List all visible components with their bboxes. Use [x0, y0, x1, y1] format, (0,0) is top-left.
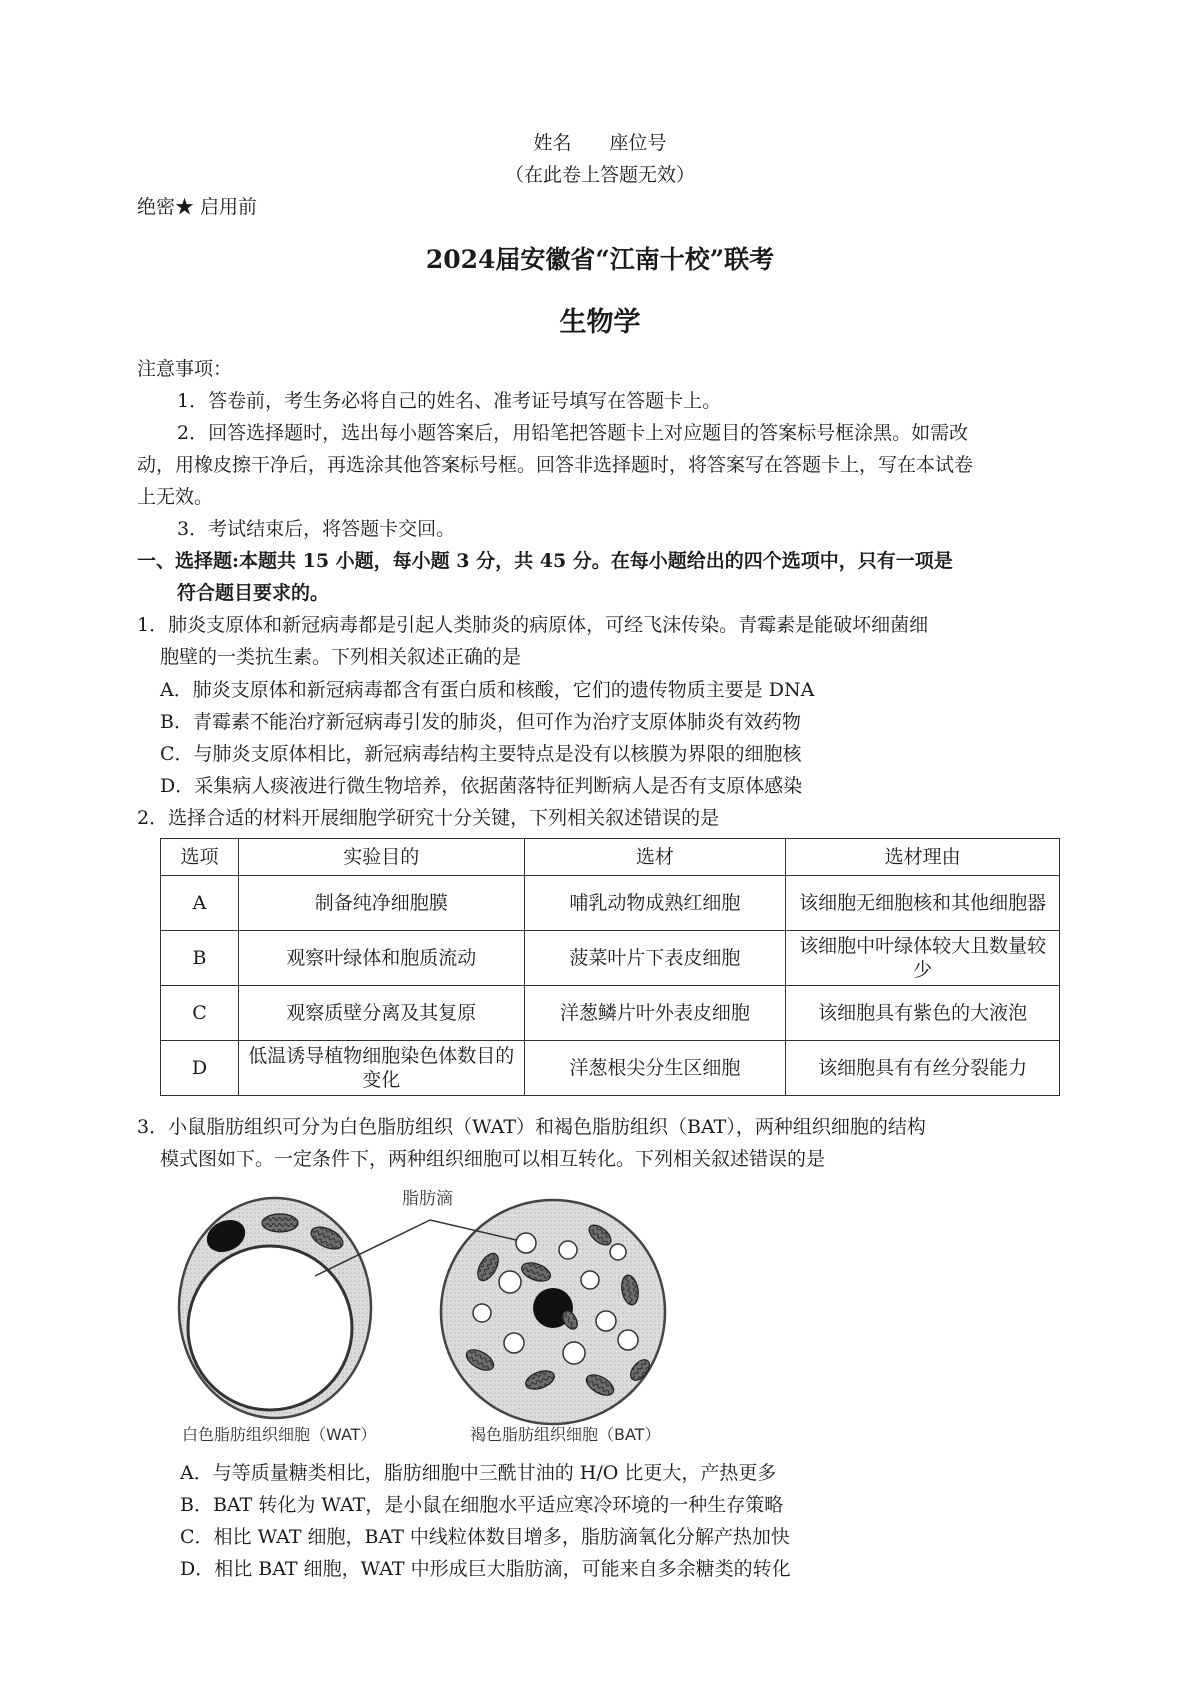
table-row — [161, 876, 1060, 931]
exam-title: 2024届安徽省“江南十校”联考 — [425, 245, 775, 274]
table-row — [161, 986, 1060, 1041]
table-cell: 哺乳动物成熟红细胞 — [524, 876, 786, 931]
q1-option-a: A．肺炎支原体和新冠病毒都含有蛋白质和核酸，它们的遗传物质主要是 DNA — [160, 679, 815, 701]
notice-heading: 注意事项： — [137, 358, 233, 380]
q1-option-c: C．与肺炎支原体相比，新冠病毒结构主要特点是没有以核膜为界限的细胞核 — [160, 743, 802, 765]
q3-option-a: A．与等质量糖类相比，脂肪细胞中三酰甘油的 H/O 比更大，产热更多 — [180, 1462, 777, 1484]
table-cell: B — [161, 931, 239, 986]
q2-table — [160, 838, 1060, 1096]
exam-subject: 生物学 — [559, 307, 641, 338]
name-seat-line: 姓名 座位号 — [533, 132, 667, 154]
table-cell: 该细胞具有有丝分裂能力 — [786, 1041, 1060, 1096]
notice-item-3: 3．考试结束后，将答题卡交回。 — [177, 518, 456, 540]
notice-item-1: 1．答卷前，考生务必将自己的姓名、准考证号填写在答题卡上。 — [177, 390, 722, 412]
table-cell: A — [161, 876, 239, 931]
fat-cell-figure — [170, 1180, 730, 1450]
table-cell: D — [161, 1041, 239, 1096]
table-cell: 低温诱导植物细胞染色体数目的变化 — [238, 1041, 524, 1096]
table-cell: C — [161, 986, 239, 1041]
section-1-heading-line-1: 一、选择题:本题共 15 小题，每小题 3 分，共 45 分。在每小题给出的四个选项中，只有一项是 — [137, 550, 953, 572]
q1-option-d: D．采集病人痰液进行微生物培养，依据菌落特征判断病人是否有支原体感染 — [160, 775, 803, 797]
table-cell: 观察质壁分离及其复原 — [238, 986, 524, 1041]
table-row — [161, 931, 1060, 986]
notice-item-2-line-2: 动，用橡皮擦干净后，再选涂其他答案标号框。回答非选择题时，将答案写在答题卡上，写在本试卷 — [137, 454, 974, 476]
bat-caption: 褐色脂肪组织细胞（BAT） — [470, 1425, 661, 1444]
table-header-cell: 选材 — [524, 839, 786, 876]
wat-cell — [179, 1198, 371, 1418]
table-cell: 该细胞中叶绿体较大且数量较少 — [786, 931, 1060, 986]
table-cell: 洋葱根尖分生区细胞 — [524, 1041, 786, 1096]
q3-stem-line-1: 3．小鼠脂肪组织可分为白色脂肪组织（WAT）和褐色脂肪组织（BAT），两种组织细胞的结构 — [137, 1116, 926, 1138]
q3-stem-line-2: 模式图如下。一定条件下，两种组织细胞可以相互转化。下列相关叙述错误的是 — [160, 1148, 826, 1170]
table-cell: 该细胞无细胞核和其他细胞器 — [786, 876, 1060, 931]
secret-mark: 绝密★ 启用前 — [137, 196, 258, 218]
table-header-cell: 实验目的 — [238, 839, 524, 876]
notice-item-2-line-1: 2．回答选择题时，选出每小题答案后，用铅笔把答题卡上对应题目的答案标号框涂黑。如需改 — [177, 422, 969, 444]
table-cell: 制备纯净细胞膜 — [238, 876, 524, 931]
wat-caption: 白色脂肪组织细胞（WAT） — [182, 1425, 377, 1444]
notice-item-2-line-3: 上无效。 — [137, 486, 214, 508]
q2-stem: 2．选择合适的材料开展细胞学研究十分关键，下列相关叙述错误的是 — [137, 807, 720, 829]
q1-stem-line-2: 胞壁的一类抗生素。下列相关叙述正确的是 — [160, 646, 522, 668]
table-cell: 菠菜叶片下表皮细胞 — [524, 931, 786, 986]
bat-cell — [441, 1200, 665, 1424]
table-header-row — [161, 839, 1060, 876]
table-cell: 该细胞具有紫色的大液泡 — [786, 986, 1060, 1041]
q3-option-c: C．相比 WAT 细胞，BAT 中线粒体数目增多，脂肪滴氧化分解产热加快 — [180, 1526, 790, 1548]
invalid-note: （在此卷上答题无效） — [504, 164, 695, 186]
q3-option-d: D．相比 BAT 细胞，WAT 中形成巨大脂肪滴，可能来自多余糖类的转化 — [180, 1558, 791, 1580]
q1-option-b: B．青霉素不能治疗新冠病毒引发的肺炎，但可作为治疗支原体肺炎有效药物 — [160, 711, 801, 733]
table-header-cell: 选材理由 — [786, 839, 1060, 876]
table-cell: 洋葱鳞片叶外表皮细胞 — [524, 986, 786, 1041]
q3-option-b: B．BAT 转化为 WAT，是小鼠在细胞水平适应寒冷环境的一种生存策略 — [180, 1494, 784, 1516]
table-header-cell: 选项 — [161, 839, 239, 876]
table-cell: 观察叶绿体和胞质流动 — [238, 931, 524, 986]
table-row — [161, 1041, 1060, 1096]
q1-stem-line-1: 1．肺炎支原体和新冠病毒都是引起人类肺炎的病原体，可经飞沫传染。青霉素是能破坏细菌细 — [137, 614, 929, 636]
lipid-droplet-label: 脂肪滴 — [402, 1189, 453, 1209]
section-1-heading-line-2: 符合题目要求的。 — [177, 582, 330, 604]
